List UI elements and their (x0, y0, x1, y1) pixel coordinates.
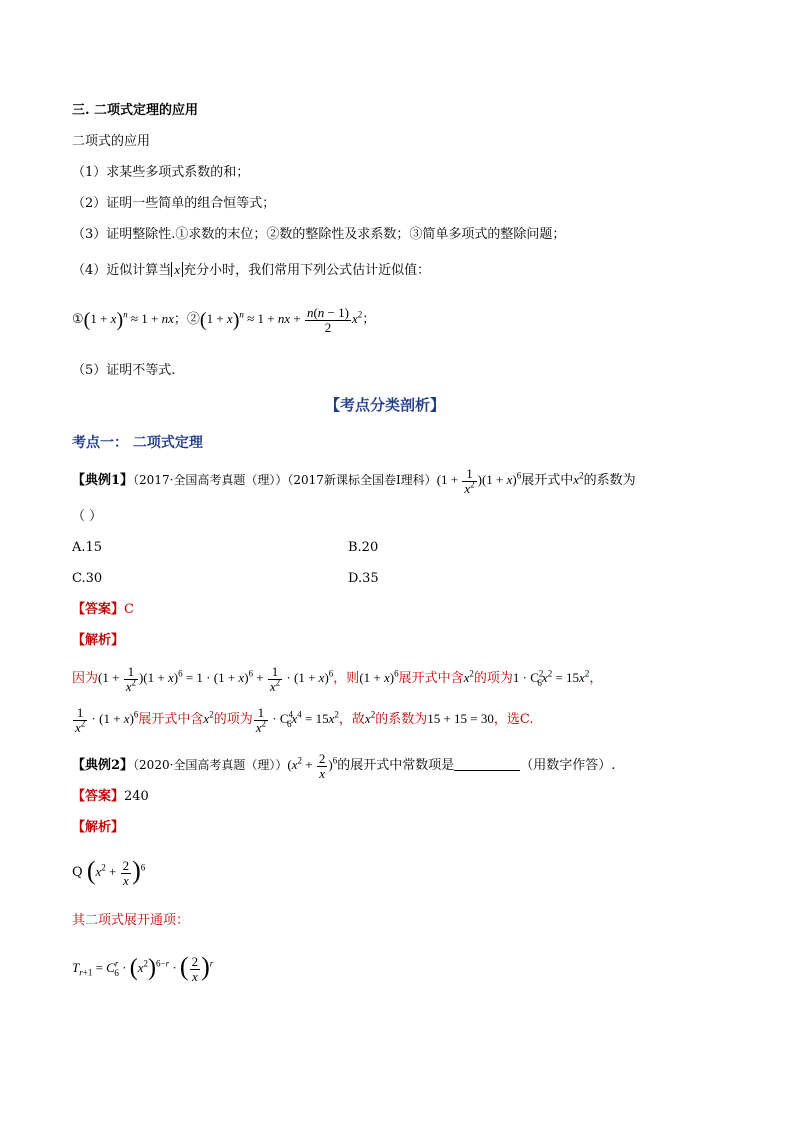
analysis-2-expression: Q ($x^2$ + $\frac{2}{x}$ )$^6$ (72, 856, 146, 888)
option-a: A.15 (72, 540, 103, 555)
approx-formula: ①(1 + x)$^n$ ≈ 1 + nx；②(1 + x)$^n$ ≈ 1 + nx + $\frac{n(n - 1)}{2}$ $x^2$； (72, 305, 376, 335)
general-term-formula: $T_{r+1} = C^r_6 \cdot (x^2)^{6-r}$ · ( $\frac{2}{x}$ )$^r$ (72, 952, 214, 984)
answer-2: 【答案】240 (72, 789, 149, 804)
list-item-3: （3）证明整除性.①求数的末位；②数的整除性及求系数；③简单多项式的整除问题； (72, 227, 566, 242)
option-d: D.35 (348, 571, 379, 586)
list-item-5: （5）证明不等式. (72, 363, 176, 378)
subheading: 二项式的应用 (72, 134, 151, 149)
answer-blank (454, 758, 520, 771)
analysis-label-1: 【解析】 (72, 633, 125, 648)
answer-1: 【答案】C (72, 602, 134, 617)
analysis-1-line2: $\frac{1}{x^2}$ · $(1 + x)^6$展开式中含$x^2$的项为 $\frac{1}{x^2}$ · $C^4_6x^4 = 15x^2$，故$x^2$的系数为15 + 15 = 30，选C. (75, 705, 534, 735)
list-item-1: （1）求某些多项式系数的和； (72, 165, 250, 180)
list-item-2: （2）证明一些简单的组合恒等式； (72, 196, 276, 211)
section-banner: 【考点分类剖析】 (325, 396, 446, 414)
answer-paren: （ ） (72, 509, 103, 524)
option-c: C.30 (72, 571, 103, 586)
analysis-label-2: 【解析】 (72, 820, 125, 835)
general-term-label: 其二项式展开通项： (72, 913, 190, 928)
section-heading: 三. 二项式定理的应用 (72, 103, 199, 118)
analysis-1-line1: 因为(1 + $\frac{1}{x^2}$ )$(1 + x)^6 = 1 \cdot (1 + x)^6$ + $\frac{1}{x^2}$ · $(1 + x)^6$，则$(1 + x)^6$展开式中含$x^2$的项为$1 \cdot C^2_6x^2 = 15x^2$， (72, 664, 603, 694)
option-b: B.20 (348, 540, 379, 555)
example2-question: 【典例2】（2020·全国高考真题（理））($x^2$ + $\frac{2}{x}$ )$^6$的展开式中常数项是 （用数字作答）. (72, 751, 616, 781)
kaodian-heading: 考点一： 二项式定理 (72, 435, 203, 451)
example1-question: 【典例1】（2017·全国高考真题（理））（2017新课标全国卷Ⅰ理科）(1 + $\frac{1}{x^2}$ )$(1 + x)^6$展开式中$x^2$的系数为 (72, 466, 636, 496)
list-item-4: （4）近似计算当 x 充分小时，我们常用下列公式估计近似值： (72, 262, 431, 278)
